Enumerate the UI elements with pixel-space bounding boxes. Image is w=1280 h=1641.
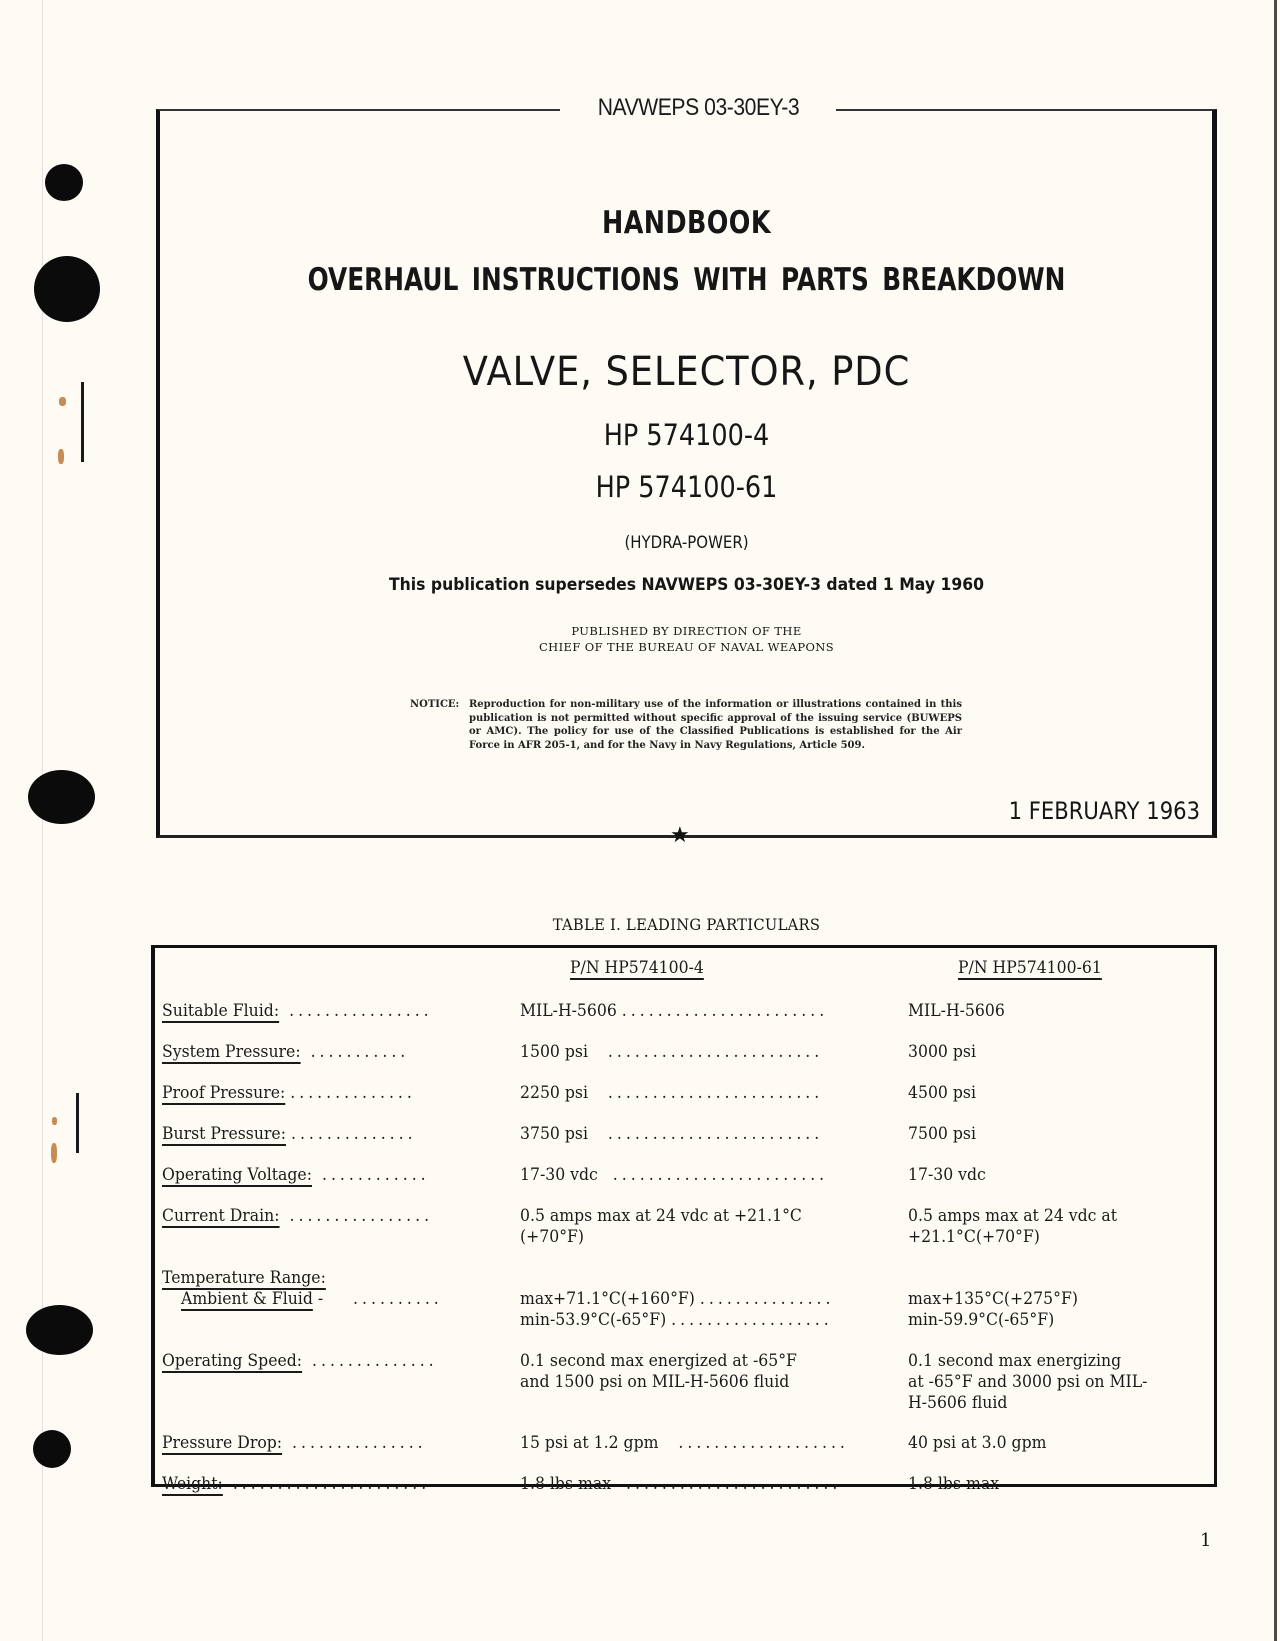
leader-dots: ..............	[312, 1351, 438, 1370]
rust-stain	[59, 397, 66, 406]
table-cell: 40 psi at 3.0 gpm	[908, 1433, 1047, 1452]
cell-value: 0.5 amps max at 24 vdc at	[908, 1206, 1118, 1225]
cell-value: 2250 psi	[520, 1083, 588, 1102]
cell-value: 0.5 amps max at 24 vdc at +21.1°C	[520, 1206, 802, 1225]
table-row-label	[162, 1000, 433, 1021]
leader-dots: ................	[289, 1001, 433, 1020]
table-row-label	[162, 1082, 416, 1103]
part-number-2: HP 574100-61	[595, 470, 778, 504]
leader-dots: ............	[321, 1165, 430, 1184]
row-label-proof-pressure: Proof Pressure:	[162, 1083, 286, 1102]
table-cell: 4500 psi	[908, 1083, 976, 1102]
published-by-line-1: PUBLISHED BY DIRECTION OF THE	[571, 624, 802, 638]
table-row-label	[162, 1205, 433, 1226]
part-number-1: HP 574100-4	[603, 418, 770, 452]
leader-dots: ......................	[232, 1474, 431, 1493]
table-cell	[520, 1473, 841, 1494]
table-cell	[520, 1123, 823, 1144]
row-label-weight: Weight:	[162, 1474, 223, 1493]
table-row-label	[162, 1432, 427, 1453]
leader-dots: ..................	[671, 1310, 833, 1329]
table-cell	[908, 1350, 1147, 1413]
leader-dots: ..............	[290, 1124, 417, 1143]
manufacturer: (HYDRA-POWER)	[624, 533, 749, 553]
cell-value-line-2: +21.1°C(+70°F)	[908, 1227, 1040, 1246]
table-row-label	[162, 1350, 438, 1371]
leader-dots: ...............	[699, 1289, 835, 1308]
leader-dots: ...................	[678, 1433, 849, 1452]
leader-dots: .......................	[621, 1001, 829, 1020]
subtitle-heading: OVERHAUL INSTRUCTIONS WITH PARTS BREAKDOWN	[307, 262, 1066, 298]
cell-value: 15 psi at 1.2 gpm	[520, 1433, 659, 1452]
table-cell	[520, 1041, 823, 1062]
column-header-2: P/N HP574100-61	[958, 958, 1102, 977]
notice-label: NOTICE:	[410, 699, 460, 710]
star-icon: ★	[670, 823, 690, 848]
row-label-temperature-range: Temperature Range:	[162, 1268, 326, 1287]
cell-value: max+135°C(+275°F)	[908, 1289, 1078, 1308]
document-id-header	[560, 94, 836, 122]
leader-dots: ........................	[607, 1042, 824, 1061]
staple-mark	[76, 1093, 79, 1153]
page-edge-shadow	[1274, 0, 1277, 1641]
table-cell	[520, 1082, 823, 1103]
page-margin-line	[42, 0, 43, 1641]
row-label-system-pressure: System Pressure:	[162, 1042, 301, 1061]
row-label-current-drain: Current Drain:	[162, 1206, 280, 1225]
table-cell: MIL-H-5606	[908, 1001, 1005, 1020]
published-by-line-2: CHIEF OF THE BUREAU OF NAVAL WEAPONS	[538, 640, 835, 654]
notice-block	[410, 698, 962, 752]
cell-value: 1500 psi	[520, 1042, 588, 1061]
binder-hole	[34, 256, 100, 322]
leader-dots: ...............	[292, 1433, 427, 1452]
table-cell	[520, 1000, 828, 1021]
leader-dots: ..............	[290, 1083, 416, 1102]
leader-dots: ........................	[612, 1165, 829, 1184]
published-by	[156, 623, 1217, 655]
table-cell	[520, 1205, 802, 1247]
table-title: TABLE I. LEADING PARTICULARS	[552, 915, 821, 934]
item-title: VALVE, SELECTOR, PDC	[462, 349, 911, 395]
leader-dots: ........................	[625, 1474, 842, 1493]
publication-date: 1 FEBRUARY 1963	[1008, 797, 1200, 825]
label-dash: -	[312, 1289, 324, 1308]
cell-value: MIL-H-5606	[520, 1001, 617, 1020]
cell-value: 0.1 second max energized at -65°F	[520, 1351, 797, 1370]
binder-hole	[26, 1305, 93, 1355]
binder-hole	[45, 164, 83, 201]
table-cell: 3000 psi	[908, 1042, 976, 1061]
table-row-label	[162, 1473, 430, 1494]
leader-dots: ...........	[310, 1042, 410, 1061]
supersedes-note: This publication supersedes NAVWEPS 03-30EY-3 dated 1 May 1960	[388, 575, 985, 595]
cell-value: 3750 psi	[520, 1124, 588, 1143]
binder-hole	[33, 1430, 71, 1468]
table-cell	[908, 1288, 1078, 1330]
rust-stain	[52, 1117, 57, 1125]
cell-value-line-3: H-5606 fluid	[908, 1393, 1008, 1412]
table-cell: 7500 psi	[908, 1124, 976, 1143]
document-id: NAVWEPS 03-30EY-3	[597, 94, 799, 121]
table-row-label	[162, 1164, 430, 1185]
cell-value-line-2: (+70°F)	[520, 1227, 585, 1246]
rust-stain	[51, 1143, 57, 1163]
rust-stain	[58, 449, 64, 464]
leader-dots: ........................	[607, 1083, 824, 1102]
table-row-label	[162, 1041, 409, 1062]
cell-value: 0.1 second max energizing	[908, 1351, 1122, 1370]
cell-value-line-2: and 1500 psi on MIL-H-5606 fluid	[520, 1372, 790, 1391]
table-cell	[520, 1164, 828, 1185]
table-cell	[520, 1432, 849, 1453]
cell-value: 17-30 vdc	[520, 1165, 598, 1184]
leader-dots: ..........	[353, 1289, 443, 1308]
row-label-operating-voltage: Operating Voltage:	[162, 1165, 312, 1184]
staple-mark	[81, 382, 84, 462]
table-cell	[520, 1288, 835, 1330]
row-sublabel-ambient-fluid: Ambient & Fluid	[181, 1289, 313, 1308]
handbook-heading: HANDBOOK	[602, 205, 771, 241]
row-label-suitable-fluid: Suitable Fluid:	[162, 1001, 280, 1020]
cell-value: 1.8 lbs max	[520, 1474, 612, 1493]
table-row-label	[162, 1267, 443, 1309]
cell-value-line-2: min-53.9°C(-65°F)	[520, 1310, 667, 1329]
column-header-1: P/N HP574100-4	[570, 958, 704, 977]
page-number: 1	[1200, 1530, 1212, 1551]
binder-hole	[28, 770, 95, 824]
cell-value: max+71.1°C(+160°F)	[520, 1289, 695, 1308]
row-label-burst-pressure: Burst Pressure:	[162, 1124, 286, 1143]
row-label-operating-speed: Operating Speed:	[162, 1351, 303, 1370]
table-cell	[520, 1350, 797, 1392]
notice-text: Reproduction for non-military use of the information or illustrations contained in this publication is not permitted without specific approval of the issuing service (BUWEPS or AMC). The policy for use of the Classified Publications is established for the Air Force in AFR 205-1, and for the Navy in Navy Regulations, Article 509.	[469, 699, 962, 751]
cell-value-line-2: min-59.9°C(-65°F)	[908, 1310, 1055, 1329]
table-row-label	[162, 1123, 417, 1144]
cell-value-line-2: at -65°F and 3000 psi on MIL-	[908, 1372, 1148, 1391]
table-cell	[908, 1205, 1117, 1247]
row-label-pressure-drop: Pressure Drop:	[162, 1433, 283, 1452]
table-cell: 17-30 vdc	[908, 1165, 986, 1184]
table-cell: 1.8 lbs max	[908, 1474, 1000, 1493]
leader-dots: ................	[289, 1206, 434, 1225]
leader-dots: ........................	[607, 1124, 824, 1143]
